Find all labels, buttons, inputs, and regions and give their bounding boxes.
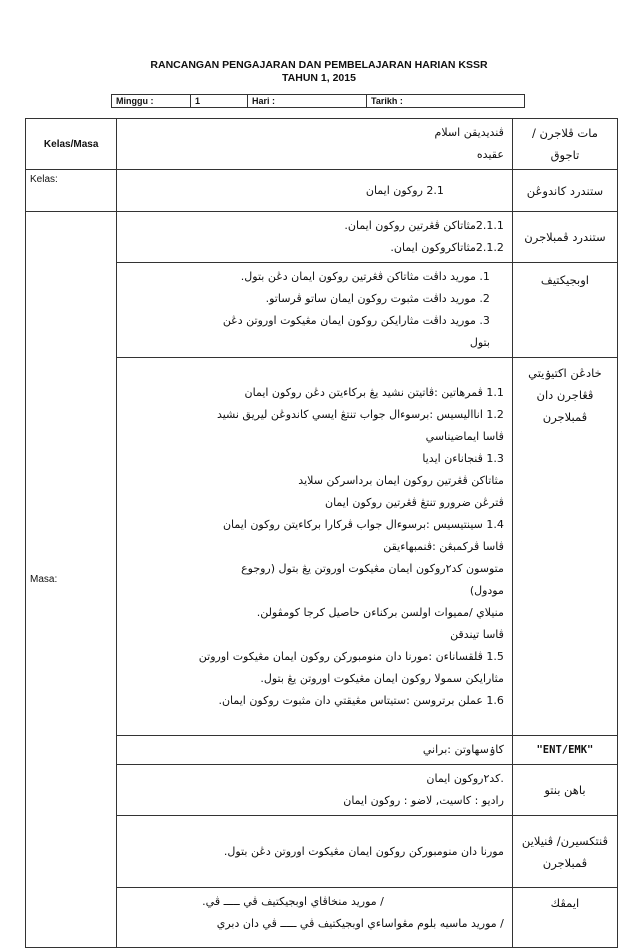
activities-cell (117, 358, 513, 736)
activity-line-11: منيلاي /مميوات اولسن بركناءن حاصيل كرجا كومڤولن. (256, 605, 504, 619)
standard-content-cell (117, 170, 513, 212)
standard-content-label: ستندرد كاندوڠن (512, 170, 617, 212)
activity-line-2: 1.2 انااليسيس :برسوءال جواب تنتڠ ايسي كاندوڠن ليريق نشيد (216, 407, 504, 421)
activity-line-10: مودول) (469, 583, 504, 597)
teaching-aids-1: .كد۲روكون ايمان (426, 772, 504, 785)
standard-learning-label: ستندرد ڤمبلاجرن (512, 212, 617, 263)
activity-line-7: 1.4 سينتيسيس :برسوءال جواب ڤركارا بركاءيتن روكون ايمان (222, 517, 504, 531)
impact-line-1: / موريد منخاڤاي اوبجيكتيف ڤي ـــــ ڤي. (202, 895, 384, 908)
enrichment-cell (117, 816, 513, 888)
activity-line-3: ڤاسا ايماضيناسي (425, 429, 504, 443)
impact-line-2: / موريد ماسيه بلوم مڠواساءي اوبجيكتيف ڤي ـــــ ڤي دان دبري (216, 917, 504, 930)
activity-line-13: 1.5 ڤلقساناءن :مورنا دان منومبوركن روكون ايمان مڠيكوت اوروتن (198, 649, 504, 663)
standard-learning-cell (117, 212, 513, 263)
standard-learning-1: 2.1.1مثاتاكن ڤڠرتين روكون ايمان. (344, 219, 504, 232)
page-title: RANCANGAN PENGAJARAN DAN PEMBELAJARAN HARIAN KSSR (150, 59, 488, 71)
emk-cell (117, 736, 513, 765)
tarikh-label: Tarikh : (367, 95, 525, 108)
activity-line-15: 1.6 عملن برتروسن :ستيتاس مڠيقتي دان مثبوت روكون ايمان. (218, 693, 504, 707)
activity-line-6: ڤترڠن ضرورو تنتڠ ڤڠرتين روكون ايمان (325, 495, 504, 509)
objectives-label: اوبجيكتيف (512, 263, 617, 358)
kelas-masa-label: Kelas/Masa (26, 119, 117, 170)
kelas-label: Kelas: (26, 170, 117, 212)
activity-line-5: مثاتاكن ڤڠرتين روكون ايمان برداسركن سلايد (298, 473, 504, 487)
hari-label: Hari : (248, 95, 367, 108)
emk-text: كاۏسهاوتن :براني (422, 743, 504, 756)
teaching-aids-cell (117, 765, 513, 816)
masa-label: Masa: (26, 212, 117, 948)
teaching-aids-label: باهن بنتو (512, 765, 617, 816)
emk-label: "ENT/EMK" (512, 736, 617, 765)
activity-line-1: 1.1 ڤمرهاتين :ڤاتيتن نشيد يڠ برکاءيتن دڠن روكون ايمان (244, 385, 504, 399)
objective-3: 3. موريد داڤت مثارايكن روكون ايمان مڠيكوت اوروتن دڠن (222, 314, 490, 327)
subject-name: ڤنديديقن اسلام (434, 126, 504, 139)
info-header-table (111, 94, 525, 108)
objective-3-cont: بتول (469, 336, 490, 349)
activities-label: خادڠن اكتيۏيتي ڤڠاجرن دان ڤمبلاجرن (512, 358, 617, 736)
minggu-value: 1 (191, 95, 248, 108)
objective-2: 2. موريد داڤت مثبوت روكون ايمان ساتو ڤرساتو. (265, 292, 490, 305)
activity-line-4: 1.3 ڤنجاناءن ايديا (422, 451, 504, 465)
subject-topic: عقيده (476, 148, 504, 161)
enrichment-label: ڤنتكسيرن/ ڤنيلاين ڤمبلاجرن (512, 816, 617, 888)
subject-cell (117, 119, 513, 170)
page-subtitle: TAHUN 1, 2015 (282, 72, 356, 84)
standard-content-text: 2.1 روكون ايمان (365, 183, 444, 197)
objectives-cell (117, 263, 513, 358)
impact-label: ايمڤك (512, 888, 617, 948)
impact-cell (117, 888, 513, 948)
activity-line-14: مثارايكن سمولا روكون ايمان مڠيكوت اوروتن يڠ بتول. (260, 671, 504, 685)
activity-line-8: ڤاسا ڤركمبڠن :ڤنمبهاءيقن (383, 539, 504, 553)
activity-line-9: متوسون كد۲روكون ايمان مڠيكوت اوروتن يڠ بتول (روجوع (241, 561, 504, 575)
objective-1: 1. موريد داڤت مثاتاكن ڤڠرتين روكون ايمان دڠن بتول. (240, 270, 490, 283)
lesson-plan-table (25, 118, 618, 948)
standard-learning-2: 2.1.2مثاتاكروكون ايمان. (390, 241, 504, 254)
activity-line-12: ڤاسا تيندقن (450, 627, 504, 641)
enrichment-text: مورنا دان منومبوركن روكون ايمان مڠيكوت اوروتن دڠن بتول. (223, 844, 504, 858)
teaching-aids-2: راديو : كاسيت, لاضو : روكون ايمان (343, 794, 504, 807)
subject-label: مات ڤلاجرن / تاجوق (512, 119, 617, 170)
minggu-label: Minggu : (112, 95, 191, 108)
